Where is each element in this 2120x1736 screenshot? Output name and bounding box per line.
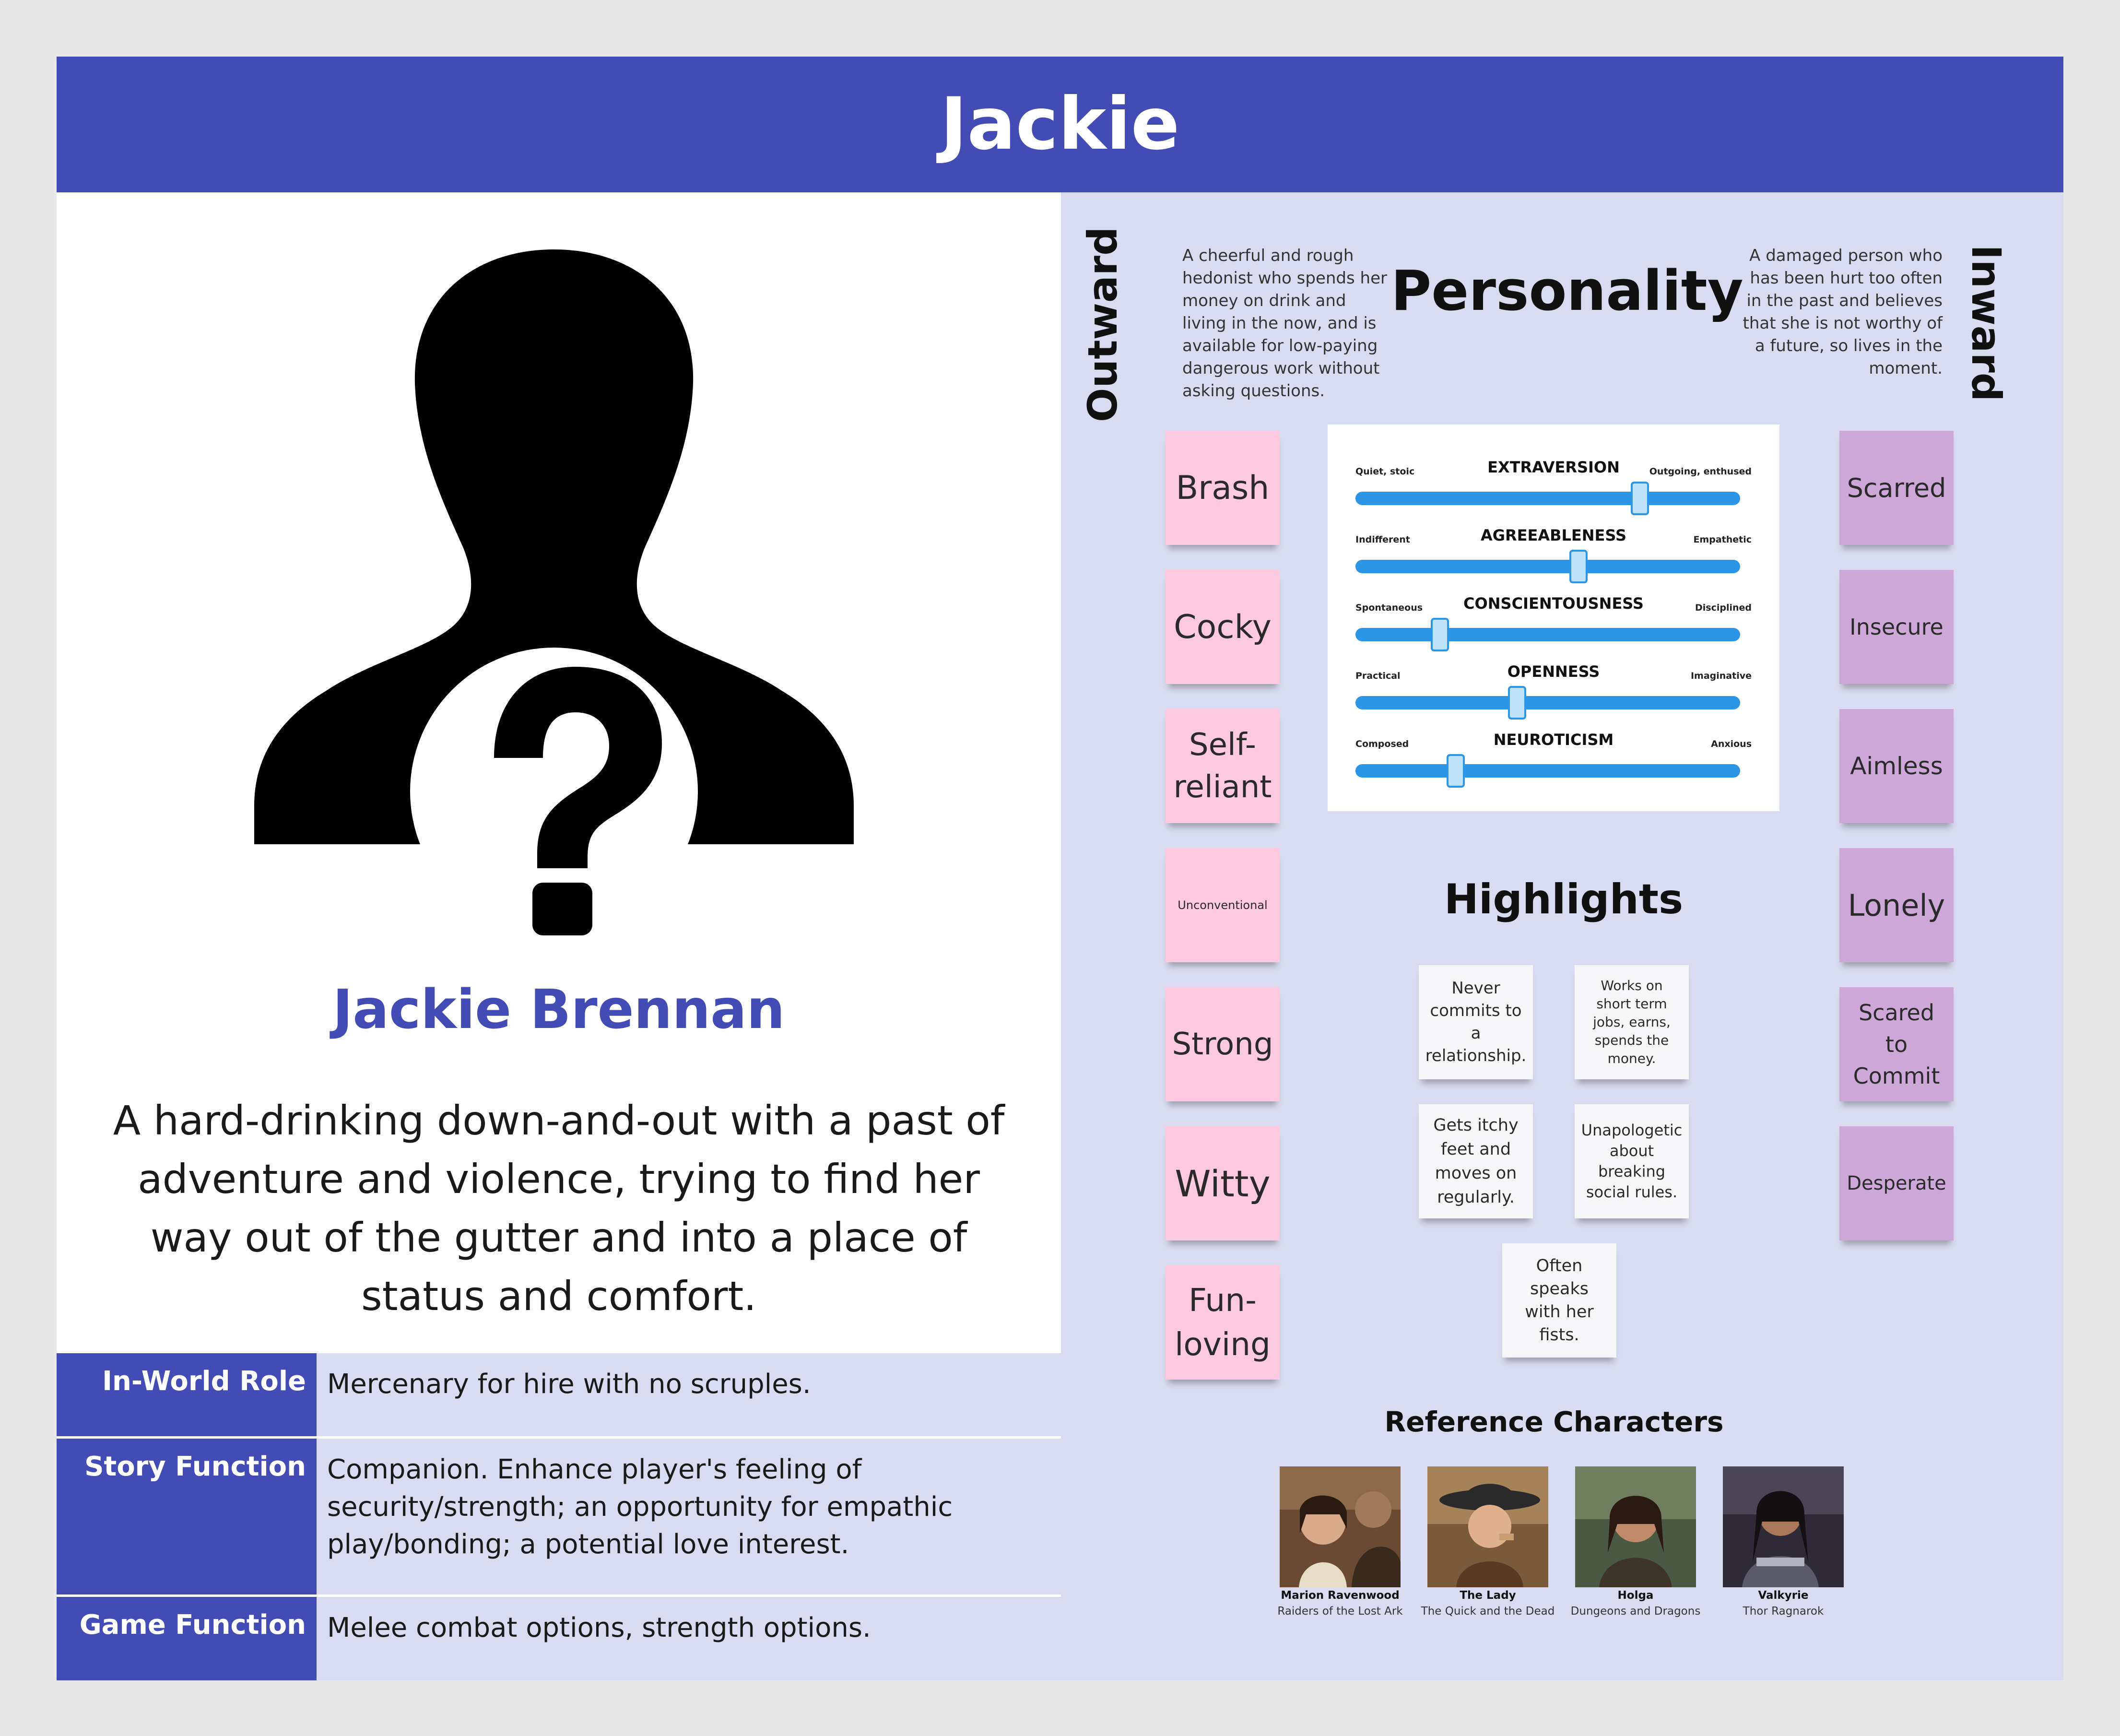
page-title: Jackie (940, 83, 1180, 166)
trait-slider-thumb[interactable] (1569, 550, 1588, 583)
reference-character-source: Dungeons and Dragons (1570, 1605, 1701, 1618)
inward-description: A damaged person who has been hurt too often in the past and believes that she is not worthy of a future, so lives in the moment. (1743, 246, 1943, 378)
trait-high-label: Disciplined (1695, 602, 1752, 613)
highlights-title: Highlights (1444, 875, 1684, 923)
trait-slider-track (1355, 628, 1740, 641)
trait-low-label: Composed (1355, 739, 1409, 749)
highlight-note: Unapologetic about breaking social rules. (1575, 1104, 1689, 1218)
reference-character-source: The Quick and the Dead (1421, 1605, 1555, 1618)
personality-traits-card (1328, 425, 1779, 811)
inward-label: Inward (1963, 245, 2010, 402)
outward-trait-note: Unconventional (1166, 848, 1280, 962)
trait-high-label: Anxious (1711, 739, 1752, 749)
holga-image (1575, 1466, 1696, 1587)
trait-high-label: Imaginative (1690, 671, 1752, 681)
personality-title: Personality (1391, 259, 1743, 323)
outward-trait-note: Self-reliant (1166, 709, 1280, 823)
reference-characters-title: Reference Characters (1384, 1405, 1724, 1438)
story-function-label: Story Function (57, 1439, 317, 1594)
trait-low-label: Quiet, stoic (1355, 466, 1415, 477)
reference-character-source: Raiders of the Lost Ark (1277, 1605, 1403, 1618)
outward-trait-note: Witty (1166, 1126, 1280, 1240)
highlight-note: Never commits to a relationship. (1419, 965, 1533, 1079)
game-function-label: Game Function (57, 1597, 317, 1680)
trait-name: AGREEABLENESS (1480, 526, 1627, 544)
in-world-role-label: In-World Role (57, 1353, 317, 1436)
inward-trait-note: Scared to Commit (1839, 987, 1954, 1101)
in-world-role-value: Mercenary for hire with no scruples. (317, 1353, 1061, 1436)
trait-name: NEUROTICISM (1493, 731, 1614, 749)
trait-slider-track (1355, 764, 1740, 778)
outward-trait-note: Strong (1166, 987, 1280, 1101)
trait-low-label: Practical (1355, 671, 1401, 681)
inward-trait-note: Insecure (1839, 570, 1954, 684)
game-function-value: Melee combat options, strength options. (317, 1597, 1061, 1680)
outward-trait-note: Fun-loving (1166, 1265, 1280, 1380)
reference-character-name: Valkyrie (1758, 1589, 1809, 1602)
character-description: A hard-drinking down-and-out with a past of adventure and violence, trying to find her way out of the gutter and into a place of status and comfort. (113, 1097, 1005, 1320)
highlight-note: Often speaks with her fists. (1502, 1243, 1616, 1358)
character-name: Jackie Brennan (332, 979, 785, 1041)
trait-slider-track (1355, 560, 1740, 573)
trait-slider-thumb[interactable] (1447, 754, 1465, 788)
trait-low-label: Indifferent (1355, 534, 1410, 545)
outward-label: Outward (1079, 226, 1126, 422)
trait-high-label: Empathetic (1693, 534, 1752, 545)
the-lady-image (1427, 1466, 1548, 1587)
reference-character-name: Marion Ravenwood (1281, 1589, 1400, 1602)
inward-trait-note: Scarred (1839, 431, 1954, 545)
trait-slider-thumb[interactable] (1431, 618, 1449, 651)
highlight-note: Works on short term jobs, earns, spends the money. (1575, 965, 1689, 1079)
marion-ravenwood-image (1280, 1466, 1401, 1587)
trait-slider-thumb[interactable] (1631, 482, 1649, 515)
trait-slider-thumb[interactable] (1508, 686, 1526, 720)
trait-slider-track (1355, 696, 1740, 709)
valkyrie-image (1723, 1466, 1844, 1587)
trait-name: CONSCIENTOUSNESS (1463, 594, 1644, 613)
story-function-value: Companion. Enhance player's feeling of security/strength; an opportunity for empathic play/bonding; a potential love interest. (317, 1439, 1061, 1594)
outward-trait-note: Cocky (1166, 570, 1280, 684)
trait-name: EXTRAVERSION (1487, 458, 1620, 476)
trait-high-label: Outgoing, enthused (1649, 466, 1752, 477)
inward-trait-note: Lonely (1839, 848, 1954, 962)
outward-description: A cheerful and rough hedonist who spends her money on drink and living in the now, and is available for low-paying dangerous work without asking questions. (1182, 246, 1387, 401)
reference-character-name: The Lady (1460, 1589, 1516, 1602)
reference-character-source: Thor Ragnarok (1743, 1605, 1824, 1618)
unknown-person-silhouette-icon (249, 240, 859, 940)
inward-trait-note: Aimless (1839, 709, 1954, 823)
highlight-note: Gets itchy feet and moves on regularly. (1419, 1104, 1533, 1218)
trait-low-label: Spontaneous (1355, 602, 1423, 613)
trait-slider-track (1355, 492, 1740, 505)
inward-trait-note: Desperate (1839, 1126, 1954, 1240)
trait-name: OPENNESS (1507, 662, 1600, 681)
reference-character-name: Holga (1617, 1589, 1654, 1602)
outward-trait-note: Brash (1166, 431, 1280, 545)
